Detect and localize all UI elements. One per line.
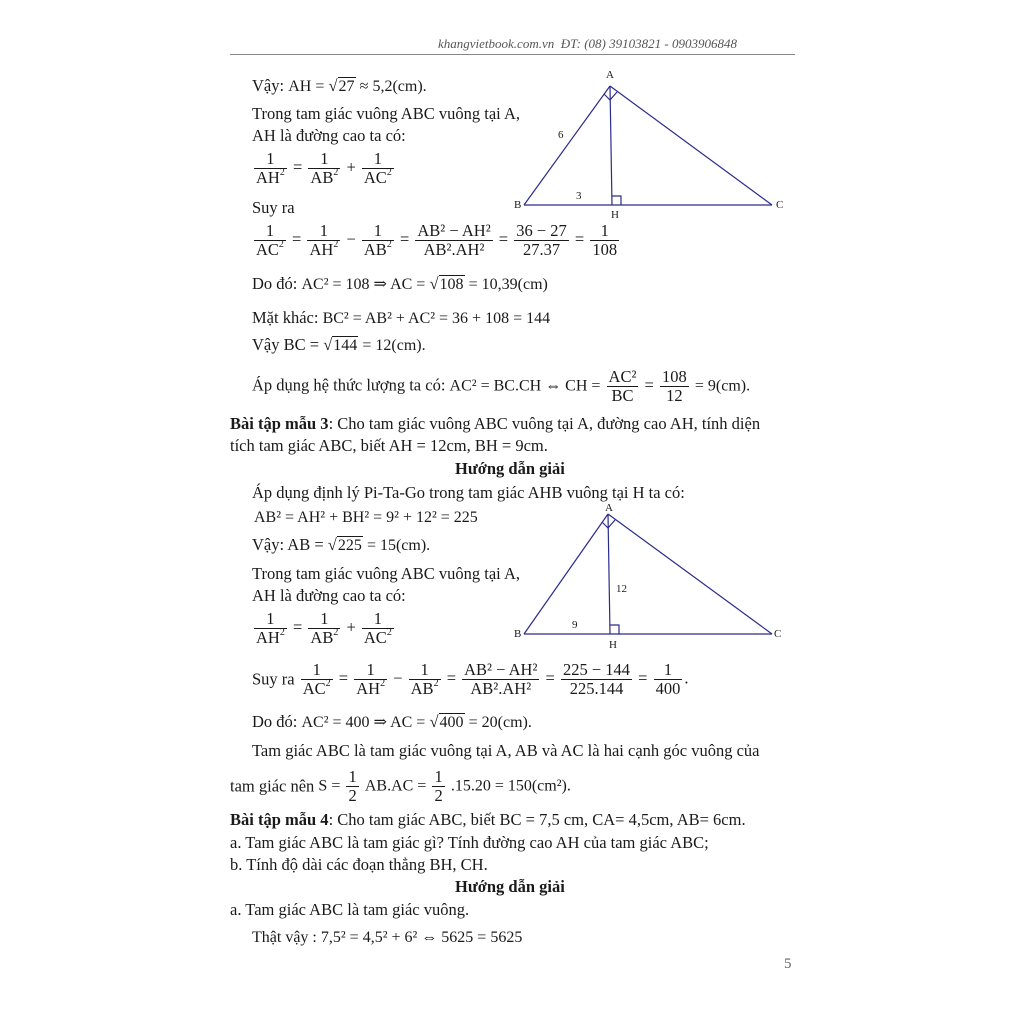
fig2-right-angle-h <box>610 625 619 634</box>
bt4-that-vay: Thật vậy : 7,5² = 4,5² + 6² ⇔ 5625 = 5625 <box>252 929 523 946</box>
line-ap-dung-he-thuc: Áp dụng hệ thức lượng ta có: AC² = BC.CH ⇔ CH = $\frac{\text{AC²}}{BC}$ = $\frac{108}{12}$ = 9(cm). <box>252 367 751 405</box>
fig1-label-b: B <box>514 199 522 211</box>
fig1-label-c: C <box>776 199 784 211</box>
fig2-label-a: A <box>605 502 613 514</box>
bt4-item-a: a. Tam giác ABC là tam giác gì? Tính đường cao AH của tam giác ABC; <box>230 833 709 852</box>
line-suy-ra-1: Suy ra <box>252 198 295 217</box>
bt3-area: tam giác nên S = $\frac{1}{2}$ AB.AC = $\frac{1}{2}$ .15.20 = 150(cm²). <box>230 767 571 805</box>
bt3-line-2: tích tam giác ABC, biết AH = 12cm, BH = 9cm. <box>230 436 548 455</box>
line-vay-bc: Vậy BC = √144 = 12(cm). <box>252 335 426 354</box>
page-header <box>438 36 737 52</box>
bt3-ah-cao: AH là đường cao ta có: <box>252 586 406 605</box>
fig2-label-c: C <box>774 628 782 640</box>
line-mat-khac: Mặt khác: BC² = AB² + AC² = 36 + 108 = 144 <box>252 308 551 327</box>
bt4-line-1: Bài tập mẫu 4: Cho tam giác ABC, biết BC = 7,5 cm, CA= 4,5cm, AB= 6cm. <box>230 810 746 829</box>
page-number: 5 <box>784 956 792 972</box>
bt3-line-1: Bài tập mẫu 3: Cho tam giác vuông ABC vuông tại A, đường cao AH, tính diện <box>230 414 761 433</box>
fig1-label-bh: 3 <box>576 190 582 202</box>
bt4-answer-a: a. Tam giác ABC là tam giác vuông. <box>230 900 470 919</box>
fig1-label-h: H <box>611 209 619 221</box>
fig2-label-bh: 9 <box>572 619 578 631</box>
bt3-formula-inverse: $\frac{1}{AH^2}$ = $\frac{1}{AB^2}$ + $\frac{1}{AC^2}$ <box>256 609 392 647</box>
fig1-right-angle-h <box>612 196 621 205</box>
fig2-label-ah: 12 <box>616 583 627 595</box>
line-ah-duong-cao-1: AH là đường cao ta có: <box>252 126 406 145</box>
fig2-label-h: H <box>609 639 617 651</box>
fig1-label-ab: 6 <box>558 129 564 141</box>
fig2-label-b: B <box>514 628 522 640</box>
fig1-altitude-ah <box>610 86 612 205</box>
triangle-figure-2 <box>510 500 800 652</box>
bt3-do-do: Do đó: AC² = 400 ⇒ AC = √400 = 20(cm). <box>252 712 532 731</box>
line-do-do-1: Do đó: AC² = 108 ⇒ AC = √108 = 10,39(cm) <box>252 274 548 293</box>
formula-inverse-squares-1: $\frac{1}{AH^2}$ = $\frac{1}{AB^2}$ + $\frac{1}{AC^2}$ <box>256 149 392 187</box>
header-site: khangvietbook.com.vn <box>438 36 555 51</box>
bt3-trong: Trong tam giác vuông ABC vuông tại A, <box>252 564 520 583</box>
bt3-heading: Hướng dẫn giải <box>455 459 565 478</box>
fig1-label-a: A <box>606 69 614 81</box>
bt3-suy-ra: Suy ra $\frac{1}{AC^2}$ = $\frac{1}{AH^2}$ − $\frac{1}{AB^2}$ = $\frac{\text{AB² − AH²}}{\text{AB².AH²}}$ = $\frac{225 - 144}{225.144}$ = $\frac{1}{400}$ . <box>252 660 689 698</box>
fig2-altitude-ah <box>608 514 610 634</box>
bt3-ab-eq: AB² = AH² + BH² = 9² + 12² = 225 <box>254 509 478 526</box>
triangle-figure-1 <box>510 66 800 222</box>
fig1-side-ab <box>524 86 610 205</box>
bt4-heading: Hướng dẫn giải <box>455 877 565 896</box>
bt3-vay-ab: Vậy: AB = √225 = 15(cm). <box>252 535 431 554</box>
header-contact: ĐT: (08) 39103821 - 0903906848 <box>560 36 737 51</box>
bt3-ap-dung: Áp dụng định lý Pi-Ta-Go trong tam giác AHB vuông tại H ta có: <box>252 483 685 502</box>
line-vay-ah: Vậy: AH = √27 ≈ 5,2(cm). <box>252 76 427 95</box>
formula-ac-1: $\frac{1}{AC^2}$ = $\frac{1}{AH^2}$ − $\frac{1}{AB^2}$ = $\frac{\text{AB² − AH²}}{\text{AB².AH²}}$ = $\frac{36 - 27}{27.37}$ = $\frac{1}{108}$ <box>256 221 618 259</box>
bt4-item-b: b. Tính độ dài các đoạn thẳng BH, CH. <box>230 855 488 874</box>
fig1-side-ac <box>610 86 772 205</box>
fig2-side-ab <box>524 514 608 634</box>
fig2-side-ac <box>608 514 772 634</box>
header-rule <box>230 54 795 55</box>
line-trong-tam-giac-1: Trong tam giác vuông ABC vuông tại A, <box>252 104 520 123</box>
bt3-tam-giac: Tam giác ABC là tam giác vuông tại A, AB và AC là hai cạnh góc vuông của <box>252 741 760 760</box>
